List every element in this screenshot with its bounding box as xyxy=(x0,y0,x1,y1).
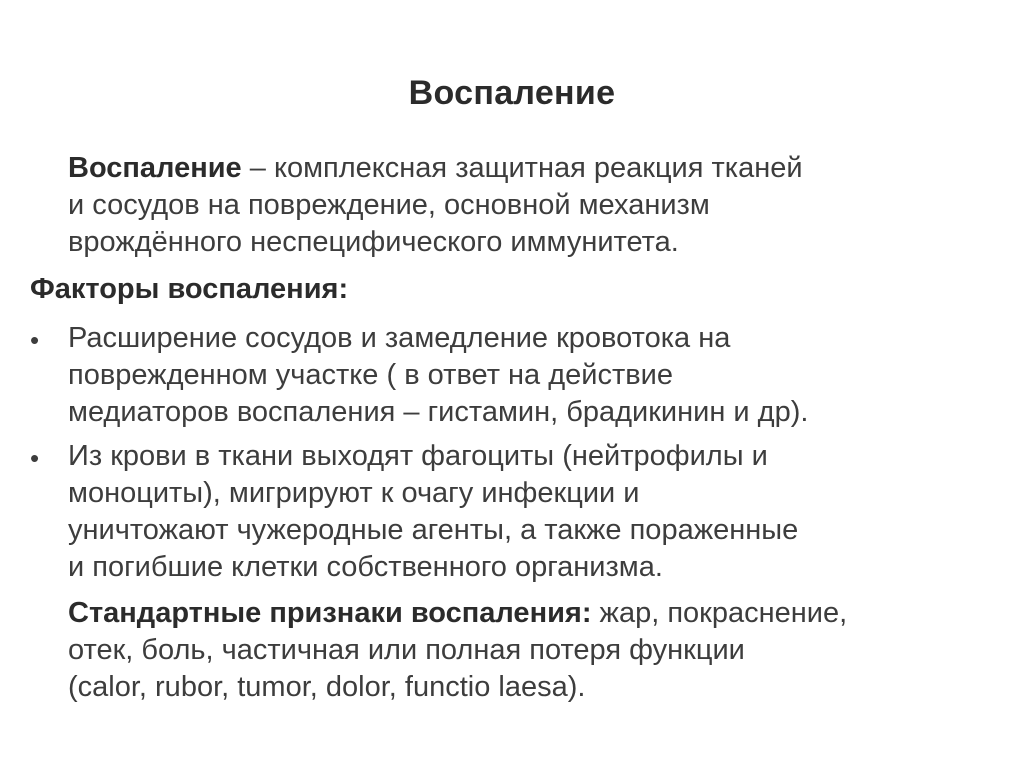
definition-paragraph xyxy=(68,150,803,261)
bullet-item xyxy=(68,320,808,431)
bullet-line: Расширение сосудов и замедление кровотока на xyxy=(68,322,731,354)
definition-text-1: – комплексная защитная реакция тканей xyxy=(241,152,803,184)
signs-line-3: (calor, rubor, tumor, dolor, functio laesa). xyxy=(68,671,586,703)
signs-line-1 xyxy=(68,595,847,632)
slide-title: Воспаление xyxy=(408,74,616,112)
definition-line-3: врождённого неспецифического иммунитета. xyxy=(68,226,679,258)
bullet-line: уничтожают чужеродные агенты, а также пораженные xyxy=(68,514,799,546)
signs-term: Стандартные признаки воспаления: xyxy=(68,597,592,629)
bullet-line: Из крови в ткани выходят фагоциты (нейтрофилы и xyxy=(68,440,768,472)
factors-heading: Факторы воспаления: xyxy=(30,273,349,305)
signs-text-1: жар, покраснение, xyxy=(591,597,848,629)
signs-line-2: отек, боль, частичная или полная потеря функции xyxy=(68,634,745,666)
bullet-item xyxy=(68,438,798,586)
bullet-line: и погибшие клетки собственного организма. xyxy=(68,551,663,583)
definition-line-1 xyxy=(68,150,803,187)
bullet-line: медиаторов воспаления – гистамин, брадикинин и др). xyxy=(68,396,809,428)
bullet-marker: • xyxy=(30,325,40,355)
definition-term: Воспаление xyxy=(68,152,242,184)
definition-line-2: и сосудов на повреждение, основной механизм xyxy=(68,189,710,221)
bullet-line: поврежденном участке ( в ответ на действие xyxy=(68,359,673,391)
bullet-marker: • xyxy=(30,443,40,473)
bullet-line: моноциты), мигрируют к очагу инфекции и xyxy=(68,477,640,509)
signs-paragraph xyxy=(68,595,847,706)
